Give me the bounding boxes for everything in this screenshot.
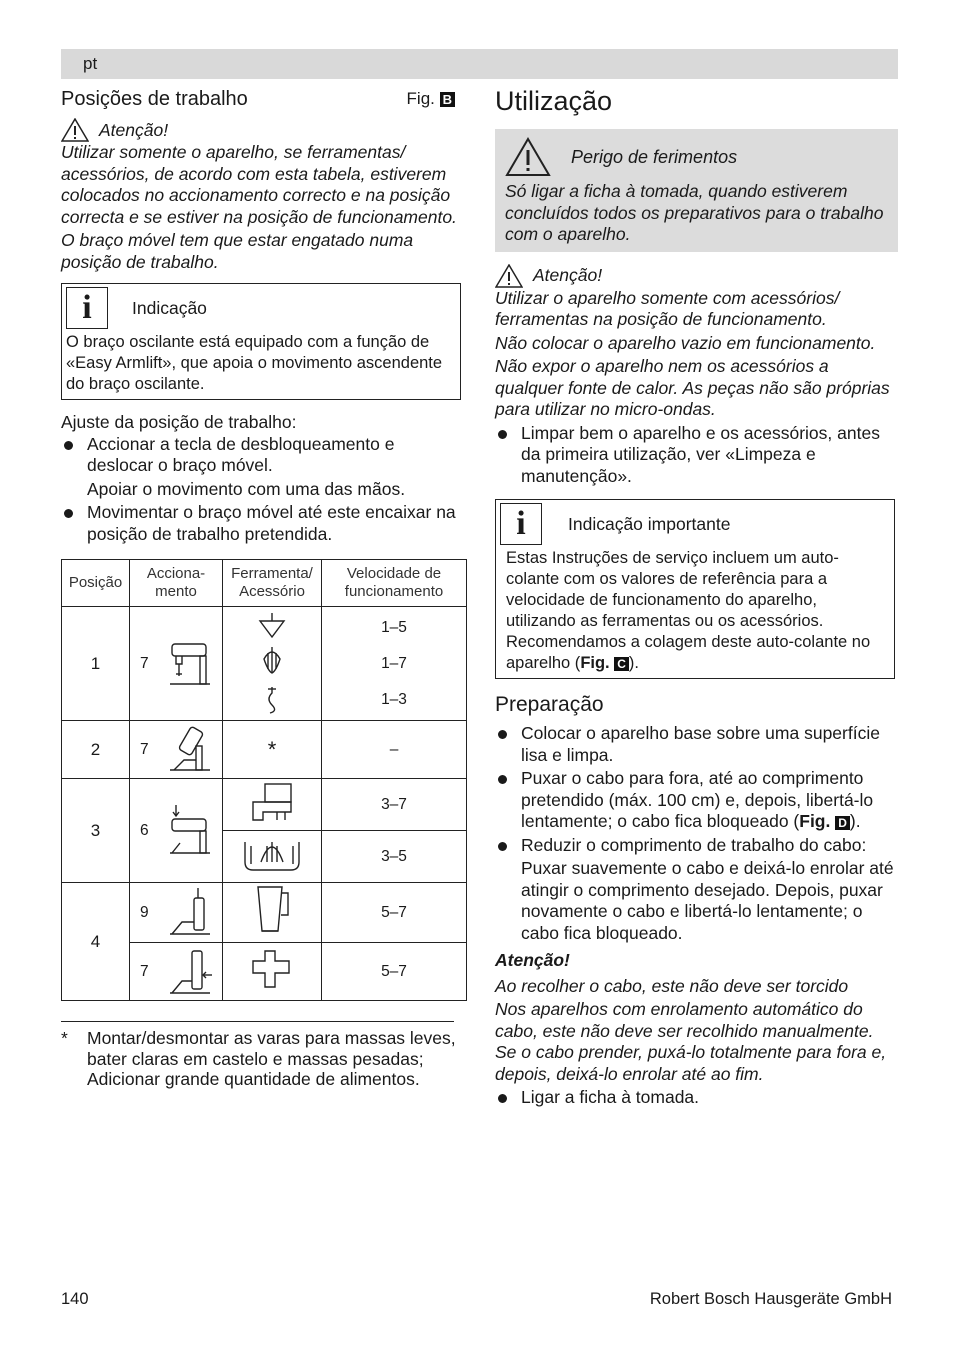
mixer-vertical-side-icon [166, 945, 214, 999]
list-item-text-end: ). [849, 811, 861, 831]
position-number: 2 [62, 721, 130, 779]
mixer-arm-up-icon [166, 724, 214, 776]
speed-value: 3–7 [322, 779, 467, 831]
table-row [62, 883, 467, 943]
speed-cell [322, 607, 467, 721]
danger-heading [505, 137, 888, 177]
warning-title: Atenção! [99, 119, 169, 140]
mixer-vertical-top-icon [166, 886, 214, 940]
section-title-preparation: Preparação [495, 693, 604, 716]
company-name: Robert Bosch Hausgeräte GmbH [649, 1290, 892, 1308]
warning-title-2: Atenção! [495, 950, 570, 970]
positions-table [61, 559, 467, 1001]
list-item-text: Movimentar o braço móvel até este encaixar na posição de trabalho pretendida. [87, 502, 456, 544]
info-box [61, 283, 461, 400]
list-item [495, 723, 898, 766]
list-item [495, 1087, 898, 1109]
col-header-speed: Velocidade de funcionamento [322, 560, 467, 607]
language-bar [61, 49, 898, 79]
meat-mincer-icon [247, 780, 297, 824]
info-i-icon: i [66, 287, 108, 329]
list-item [495, 423, 898, 488]
position-number: 1 [62, 607, 130, 721]
list-item [495, 835, 898, 857]
figure-ref [407, 89, 455, 109]
tool-cell [223, 831, 322, 883]
tool-cell [223, 883, 322, 943]
drive-number: 9 [140, 903, 149, 921]
warning-title: Atenção! [533, 265, 603, 285]
position-number: 4 [62, 883, 130, 1001]
drive-number: 7 [140, 654, 149, 672]
warning-text: Não colocar o aparelho vazio em funcionamento. [495, 332, 876, 353]
right-column [495, 86, 898, 1109]
list-item-text: Accionar a tecla de desbloqueamento e deslocar o braço móvel. [87, 433, 395, 475]
danger-title: Perigo de ferimentos [571, 146, 738, 167]
table-row [62, 721, 467, 779]
preparation-steps [495, 723, 898, 944]
drive-number: 7 [140, 740, 149, 758]
warning-heading [495, 264, 898, 288]
danger-box [495, 129, 898, 252]
speed-value: 1–5 [381, 618, 407, 636]
drive-cell [130, 779, 223, 883]
warning-triangle-icon [61, 118, 89, 142]
col-header-position: Posição [62, 560, 130, 607]
figure-letter-badge: B [440, 92, 455, 107]
speed-value: 1–3 [381, 690, 407, 708]
tool-cell [223, 779, 322, 831]
danger-triangle-icon [505, 137, 551, 177]
adjust-title: Ajuste da posição de trabalho: [61, 412, 297, 432]
speed-value: 1–7 [381, 654, 407, 672]
warning-text: Ao recolher o cabo, este não deve ser torcido [495, 975, 849, 996]
blender-icon [250, 883, 294, 937]
list-item [61, 434, 461, 477]
info-box-header [72, 284, 450, 332]
list-item-text: Reduzir o comprimento de trabalho do cabo: [521, 834, 867, 855]
citrus-press-icon [237, 832, 307, 876]
page-number: 140 [61, 1290, 89, 1308]
info-title: Indicação [132, 297, 207, 318]
position-number: 3 [62, 779, 130, 883]
info-text: O braço oscilante está equipado com a função de «Easy Armlift», que apoia o movimento ascendente do braço oscilante. [66, 333, 443, 393]
tool-asterisk: * [223, 721, 322, 779]
figure-letter-badge: C [614, 657, 629, 671]
danger-text: Só ligar a ficha à tomada, quando estiverem concluídos todos os preparativos para o trabalho com o aparelho. [505, 181, 884, 244]
warning-text: Utilizar o aparelho somente com acessórios/ ferramentas na posição de funcionamento. [495, 287, 840, 329]
footnote-text: Montar/desmontar as varas para massas leves, bater claras em castelo e massas pesadas; Adicionar grande quantidade de alimentos. [87, 1028, 456, 1089]
tool-cell [223, 607, 322, 721]
section-title-usage: Utilização [495, 86, 613, 116]
drive-cell [130, 607, 223, 721]
drive-cell [130, 943, 223, 1001]
left-column [61, 86, 461, 1090]
cleaning-list [495, 423, 898, 488]
drive-cell [130, 883, 223, 943]
figure-ref-label: Fig. [406, 89, 435, 108]
drive-number: 6 [140, 821, 149, 839]
info-text-body: Estas Instruções de serviço incluem um auto-colante com os valores de referência para a velocidade de funcionamento do aparelho, utilizando as ferramentas ou os acessórios. Recomendamos a colagem deste auto-colante no aparelho ( [506, 549, 871, 672]
figure-ref-label: Fig. [799, 811, 831, 831]
list-item-text: Puxar suavemente o cabo e deixá-lo enrolar até atingir o comprimento desejado. Depois, puxar novamente o cabo e libertá-lo lentamente; o cabo fica bloqueado. [521, 858, 894, 943]
list-item-text: Colocar o aparelho base sobre uma superfície lisa e limpa. [521, 723, 880, 765]
list-item [61, 502, 461, 545]
warning-text-2: O braço móvel tem que estar engatado numa posição de trabalho. [61, 230, 414, 272]
speed-value: 5–7 [322, 943, 467, 1001]
grinder-attachment-icon [247, 947, 297, 991]
info-box-header [506, 500, 884, 548]
table-row [62, 779, 467, 831]
warning-text: Nos aparelhos com enrolamento automático do cabo, este não deve ser recolhido manualmente. Se o cabo prender, puxá-lo totalmente para fora e, depois, deixá-lo enrolar até ao fim. [495, 999, 887, 1084]
tools-whisk-hook-icon [252, 607, 292, 715]
list-item-text: Apoiar o movimento com uma das mãos. [87, 478, 406, 499]
warning-text: Não expor o aparelho nem os acessórios a qualquer fonte de calor. As peças não são próprias para utilizar no micro-ondas. [495, 356, 890, 419]
list-item-continuation [61, 479, 461, 501]
figure-ref-label: Fig. [580, 654, 610, 672]
list-item-text: Limpar bem o aparelho e os acessórios, antes da primeira utilização, ver «Limpeza e manutenção». [521, 422, 880, 486]
info-title: Indicação importante [568, 513, 731, 534]
info-i-icon: i [500, 503, 542, 545]
speed-value: – [322, 721, 467, 779]
important-info-box [495, 499, 895, 679]
col-header-tool: Ferramenta/ Acessório [223, 560, 322, 607]
drive-cell [130, 721, 223, 779]
footnote [61, 1028, 461, 1090]
info-text [506, 548, 884, 674]
mixer-top-drive-icon [166, 803, 214, 859]
warning-text: Utilizar somente o aparelho, se ferramentas/ acessórios, de acordo com esta tabela, estiverem colocados no accionamento correcto e na posição correcta e se estiver na posição de funcionamento. [61, 142, 457, 227]
adjust-steps [61, 434, 461, 546]
language-code: pt [83, 54, 98, 73]
list-item-continuation [495, 858, 898, 944]
final-step-list [495, 1087, 898, 1109]
footnote-mark: * [61, 1028, 68, 1048]
table-row [62, 607, 467, 721]
list-item [495, 768, 898, 833]
table-header-row [62, 560, 467, 607]
tool-cell [223, 943, 322, 1001]
list-item-text: Ligar a ficha à tomada. [521, 1087, 700, 1107]
speed-value: 3–5 [322, 831, 467, 883]
section-title-work-positions: Posições de trabalho [61, 87, 248, 110]
speed-value: 5–7 [322, 883, 467, 943]
warning-triangle-icon [495, 264, 523, 288]
warning-heading [61, 118, 461, 142]
figure-letter-badge: D [835, 816, 850, 830]
footnote-rule [61, 1021, 454, 1022]
list-item-text: Puxar o cabo para fora, até ao comprimento pretendido (máx. 100 cm) e, depois, libertá-lo lentamente; o cabo fica bloqueado ( [521, 768, 874, 831]
mixer-arm-down-icon [166, 638, 214, 690]
info-text-end: ). [628, 654, 639, 672]
section-heading-row [61, 86, 461, 112]
col-header-drive: Acciona- mento [130, 560, 223, 607]
drive-number: 7 [140, 962, 149, 980]
